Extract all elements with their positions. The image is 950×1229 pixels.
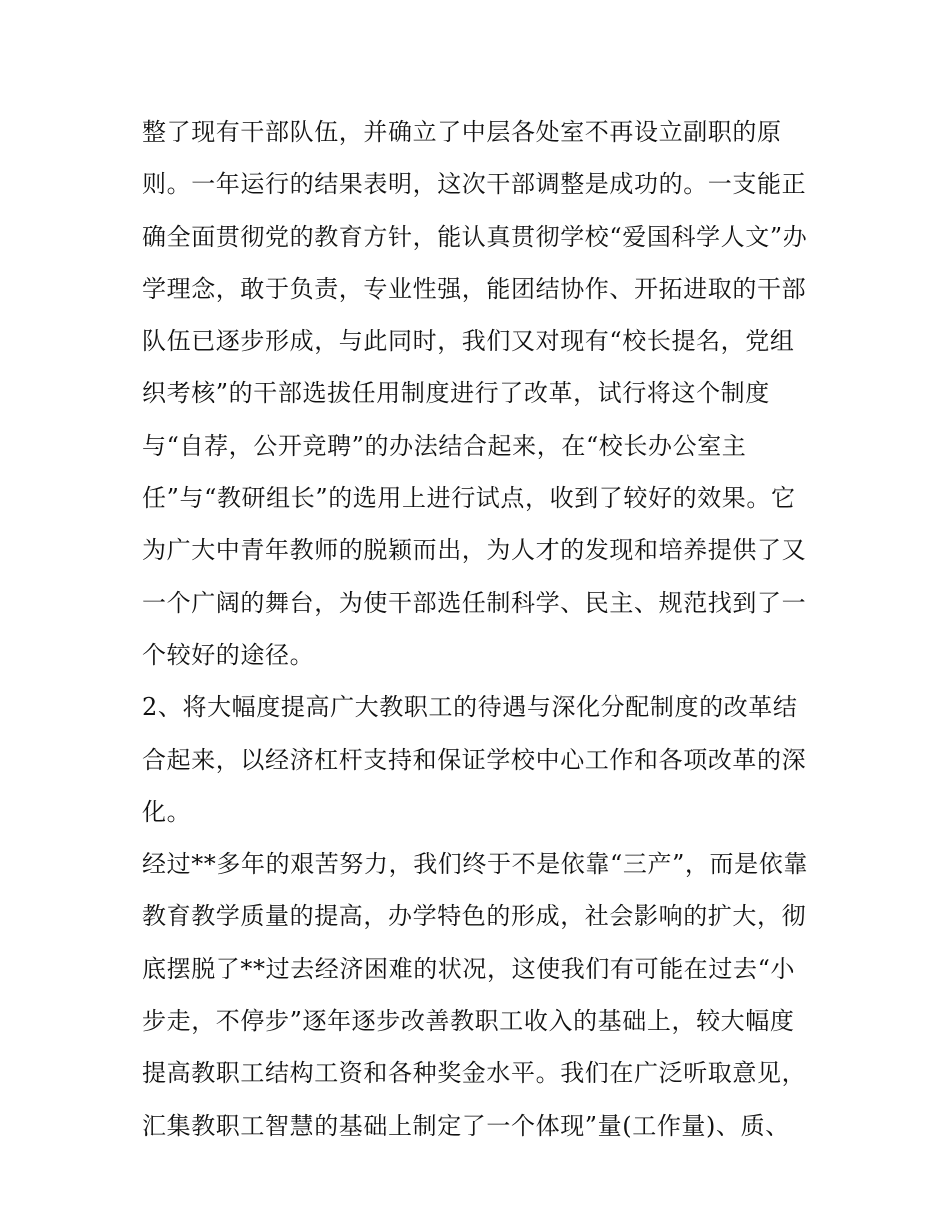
text-line: 步走，不停步”逐年逐步改善教职工收入的基础上，较大幅度	[142, 1007, 795, 1036]
section-heading-line: 化。	[142, 797, 192, 826]
body-text	[142, 106, 822, 1152]
text-line: 学理念，敢于负责，专业性强，能团结协作、开拓进取的干部	[142, 274, 807, 303]
text-line: 确全面贯彻党的教育方针，能认真贯彻学校“爱国科学人文”办	[142, 222, 808, 251]
text-line: 织考核”的干部选拔任用制度进行了改革，试行将这个制度	[142, 379, 770, 408]
text-line: 汇集教职工智慧的基础上制定了一个体现”量(工作量)、质、	[142, 1111, 790, 1140]
section-heading-line: 2、将大幅度提高广大教职工的待遇与深化分配制度的改革结	[142, 693, 798, 722]
text-line: 经过**多年的艰苦努力，我们终于不是依靠“三产”，而是依靠	[142, 850, 808, 879]
text-line: 个较好的途径。	[142, 640, 315, 669]
section-heading-line: 合起来，以经济杠杆支持和保证学校中心工作和各项改革的深	[142, 745, 807, 774]
text-line: 与“自荐，公开竞聘”的办法结合起来，在“校长办公室主	[142, 431, 747, 460]
text-line: 为广大中青年教师的脱颖而出，为人才的发现和培养提供了又	[142, 536, 807, 565]
text-line: 底摆脱了**过去经济困难的状况，这使我们有可能在过去“小	[142, 954, 796, 983]
text-line: 一个广阔的舞台，为使干部选任制科学、民主、规范找到了一	[142, 588, 807, 617]
text-line: 教育教学质量的提高，办学特色的形成，社会影响的扩大，彻	[142, 902, 807, 931]
text-line: 任”与“教研组长”的选用上进行试点，收到了较好的效果。它	[142, 484, 796, 513]
text-line: 则。一年运行的结果表明，这次干部调整是成功的。一支能正	[142, 170, 807, 199]
text-line: 整了现有干部队伍，并确立了中层各处室不再设立副职的原	[142, 118, 782, 146]
text-line: 队伍已逐步形成，与此同时，我们又对现有“校长提名，党组	[142, 327, 795, 356]
text-line: 提高教职工结构工资和各种奖金水平。我们在广泛听取意见，	[142, 1059, 807, 1088]
